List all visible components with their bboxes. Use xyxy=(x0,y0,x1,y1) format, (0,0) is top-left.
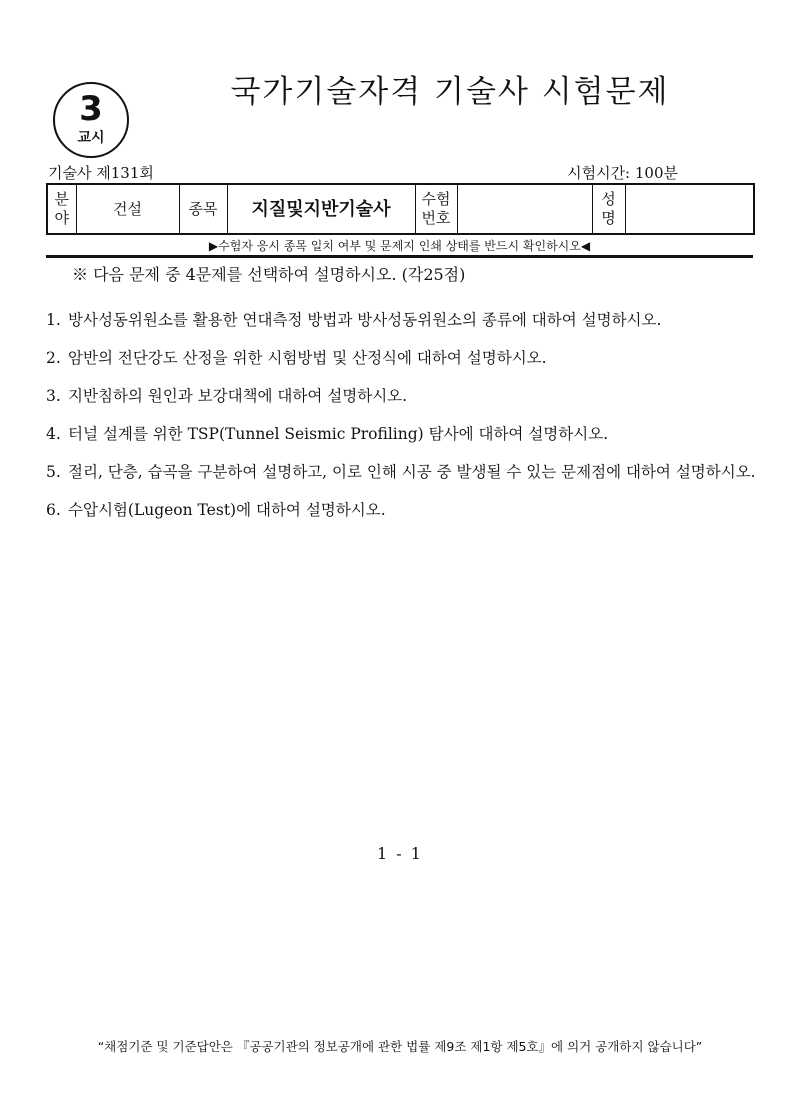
question-item xyxy=(46,382,756,410)
subject-label: 종목 xyxy=(179,184,227,234)
question-number: 4. xyxy=(46,425,61,443)
name-label-line1: 성 xyxy=(601,190,616,208)
question-number: 3. xyxy=(46,387,61,405)
instructions: ※ 다음 문제 중 4문제를 선택하여 설명하시오. (각25점) xyxy=(72,265,466,284)
exam-number-label-line2: 번호 xyxy=(421,209,451,227)
page-number: 1 - 1 xyxy=(377,844,423,863)
question-text: 암반의 전단강도 산정을 위한 시험방법 및 산정식에 대하여 설명하시오. xyxy=(68,349,547,367)
question-item xyxy=(46,458,756,486)
question-item xyxy=(46,420,756,448)
field-label-line1: 분 xyxy=(54,190,69,208)
question-number: 5. xyxy=(46,463,61,481)
page-title: 국가기술자격 기술사 시험문제 xyxy=(230,74,670,110)
question-item xyxy=(46,344,756,372)
exam-time: 시험시간: 100분 xyxy=(567,164,678,182)
name-label xyxy=(592,184,625,234)
session-number: 3 xyxy=(79,89,103,129)
question-number: 2. xyxy=(46,349,61,367)
question-text: 방사성동위원소를 활용한 연대측정 방법과 방사성동위원소의 종류에 대하여 설명하시오. xyxy=(68,311,662,329)
name-field[interactable] xyxy=(625,184,754,234)
question-text: 터널 설계를 위한 TSP(Tunnel Seismic Profiling) 탐사에 대하여 설명하시오. xyxy=(68,425,609,443)
exam-number-label-line1: 수험 xyxy=(421,190,451,208)
exam-number-label xyxy=(415,184,457,234)
exam-number-field[interactable] xyxy=(457,184,592,234)
field-value: 건설 xyxy=(76,184,179,234)
session-label: 교시 xyxy=(77,130,105,146)
field-label-line2: 야 xyxy=(54,209,69,227)
footer-note: “채점기준 및 기준답안은 『공공기관의 정보공개에 관한 법률 제9조 제1항 제5호』에 의거 공개하지 않습니다” xyxy=(97,1039,703,1054)
question-list xyxy=(46,306,756,534)
question-number: 6. xyxy=(46,501,61,519)
question-text: 지반침하의 원인과 보강대책에 대하여 설명하시오. xyxy=(68,387,408,405)
question-text: 절리, 단층, 습곡을 구분하여 설명하고, 이로 인해 시공 중 발생될 수 있는 문제점에 대하여 설명하시오. xyxy=(68,463,756,481)
question-item xyxy=(46,496,756,524)
name-label-line2: 명 xyxy=(601,209,616,227)
notice-bar: ▶수험자 응시 종목 일치 여부 및 문제지 인쇄 상태를 반드시 확인하시오◀ xyxy=(46,237,753,258)
question-number: 1. xyxy=(46,311,61,329)
subject-value: 지질및지반기술사 xyxy=(227,184,415,234)
exam-round: 기술사 제131회 xyxy=(48,164,154,182)
session-badge xyxy=(53,82,129,158)
field-label xyxy=(47,184,76,234)
question-item xyxy=(46,306,756,334)
question-text: 수압시험(Lugeon Test)에 대하여 설명하시오. xyxy=(68,501,386,519)
exam-info-table xyxy=(46,183,755,235)
